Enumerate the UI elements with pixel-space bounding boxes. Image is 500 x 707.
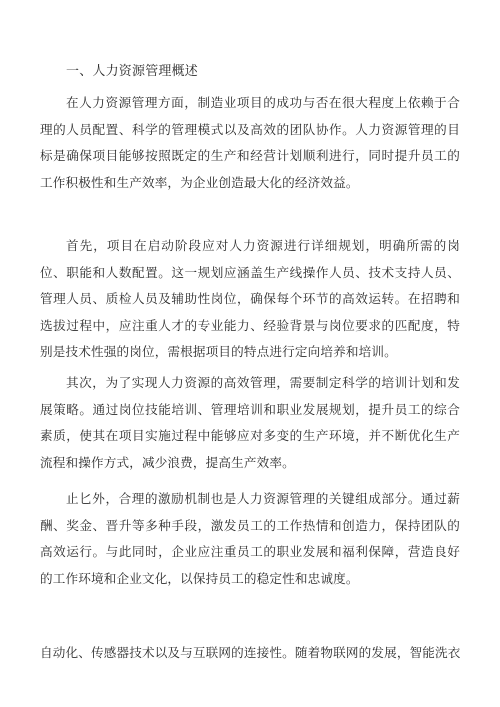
paragraph-trailing-line: 自动化、传感器技术以及与互联网的连接性。随着物联网的发展，智能洗衣 [40,645,461,660]
paragraph-first: 首先，项目在启动阶段应对人力资源进行详细规划，明确所需的岗位、职能和人数配置。这一规划应涵盖生产线操作人员、技术支持人员、管理人员、质检人员及辅助性岗位，确保每个环节的高效运转。在招聘和选拔过程中，应注重人才的专业能力、经验背景与岗位要求的匹配度，特别是技术性强的岗位，需根据项目的特点进行定向培养和培训。 [40,238,460,359]
section-heading: 一、人力资源管理概述 [66,64,199,79]
paragraph-second: 其次，为了实现人力资源的高效管理，需要制定科学的培训计划和发展策略。通过岗位技能培训、管理培训和职业发展规划，提升员工的综合素质，使其在项目实施过程中能够应对多变的生产环境，并不断优化生产流程和操作方式，减少浪费，提高生产效率。 [40,375,460,470]
paragraph-third: 止匕外，合理的激励机制也是人力资源管理的关键组成部分。通过薪酬、奖金、晋升等多种手段，激发员工的工作热情和创造力，保持团队的高效运行。与此同时，企业应注重员工的职业发展和福利保障，营造良好的工作环境和企业文化，以保持员工的稳定性和忠诚度。 [40,491,460,586]
paragraph-intro: 在人力资源管理方面，制造业项目的成功与否在很大程度上依赖于合理的人员配置、科学的管理模式以及高效的团队协作。人力资源管理的目标是确保项目能够按照既定的生产和经营计划顺利进行，同时提升员工的工作积极性和生产效率，为企业创造最大化的经济效益。 [40,95,460,190]
